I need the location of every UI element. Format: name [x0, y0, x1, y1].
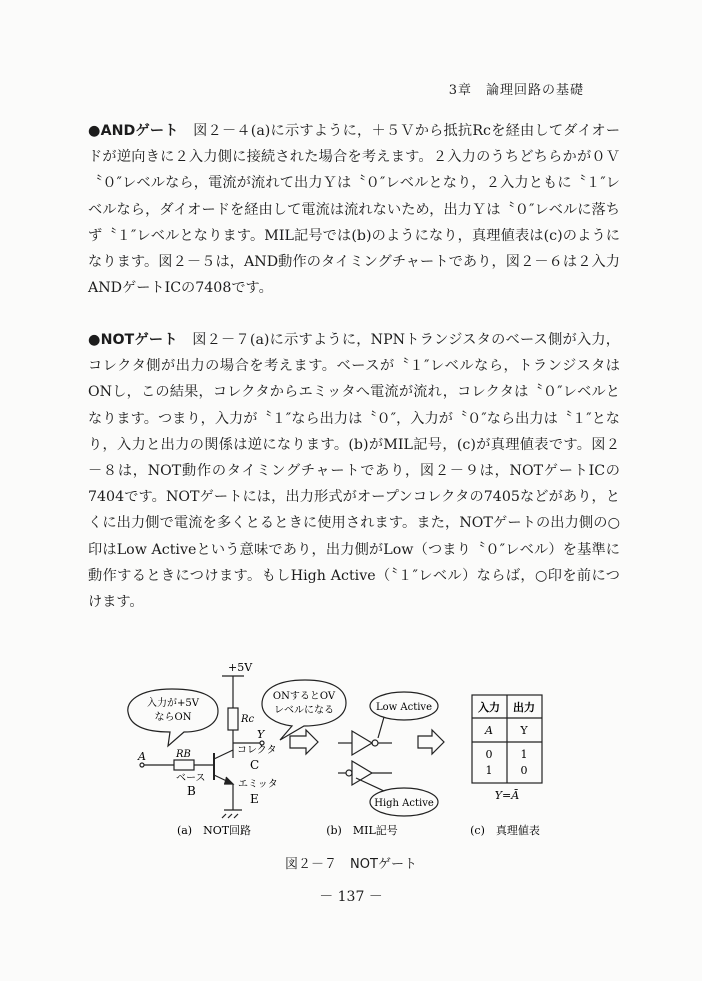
high-active-label: High Active	[374, 798, 434, 809]
subcaption-b: (b) MIL記号	[326, 824, 398, 837]
paragraph-and-gate	[88, 118, 620, 301]
subcaption-a: (a) NOT回路	[176, 824, 252, 837]
bubble-right-line2: レベルになる	[274, 705, 334, 716]
table-header-input: 入力	[478, 701, 500, 714]
base-letter: B	[187, 784, 196, 798]
table-cell-r2c2: 0	[520, 764, 528, 777]
running-header: 3章 論理回路の基礎	[448, 83, 584, 98]
arrow-right-icon	[290, 730, 318, 754]
heading-not-gate: ●NOTゲート	[88, 332, 178, 348]
rb-label: RB	[176, 749, 191, 760]
heading-and-gate: ●ANDゲート	[88, 123, 179, 139]
bubble-right-line1: ONするとOV	[272, 691, 336, 702]
subcaption-c: (c) 真理値表	[470, 824, 540, 837]
table-subheader-a: A	[485, 724, 493, 737]
bubble-left-line1: 入力が+5V	[147, 698, 199, 709]
table-subheader-y: Y	[520, 724, 528, 737]
and-gate-text: 図２－４(a)に示すように，＋５Ｖから抵抗Rcを経由してダイオードが逆向きに２入力側に接続された場合を考えます。２入力のうちどちらかが０Ｖ〝０″レベルなら，電流が流れて出力Ｙは〝０″レベルとなり，２入力ともに〝１″レベルなら，ダイオードを経由して電流は流れないため，出力Ｙは〝０″レベルに落ちず〝１″レベルとなります。MIL記号では(b)のようになり，真理値表は(c)のようになります。図２－５は，AND動作のタイミングチャートであり，図２－６は２入力ANDゲートICの7408です。	[88, 123, 621, 297]
collector-label: コレクタ	[237, 745, 277, 756]
low-active-label: Low Active	[375, 702, 433, 713]
input-a-label: A	[138, 750, 146, 763]
base-resistor	[174, 760, 194, 770]
paragraph-not-gate	[88, 327, 620, 615]
truth-table-equation: Y=Ā	[494, 789, 520, 802]
vcc-label: +5V	[228, 661, 253, 674]
not-gate-text: 図２－７(a)に示すように，NPNトランジスタのベース側が入力，コレクタ側が出力の場合を考えます。ベースが〝１″レベルなら，トランジスタはONし，この結果，コレクタからエミッタへ電流が流れ，コレクタは〝０″レベルとなります。つまり，入力が〝１″なら出力は〝０″，入力が〝０″なら出力は〝１″となり，入力と出力の関係は逆になります。(b)がMIL記号，(c)が真理値表です。図２－８は，NOT動作のタイミングチャートであり，図２－９は，NOTゲートICの7404です。NOTゲートには，出力形式がオープンコレクタの7405などがあり，とくに出力側で電流を多くとるときに使用されます。また，NOTゲートの出力側の○印はLow Activeという意味であり，出力側がLow（つまり〝０″レベル）を基準に動作するときにつけます。もしHigh Active（〝１″レベル）ならば，○印を前につけます。	[88, 332, 620, 611]
figure-caption: 図２－７ NOTゲート	[285, 857, 417, 872]
collector-letter: C	[250, 758, 260, 772]
emitter-label: エミッタ	[238, 779, 278, 790]
output-y-label: Y	[257, 728, 265, 741]
table-header-output: 出力	[513, 701, 535, 714]
page-number: － 137 －	[319, 889, 383, 905]
bubble-left-line2: ならON	[154, 712, 192, 723]
collector-resistor	[228, 708, 238, 730]
arrow-right-icon-2	[418, 730, 444, 754]
base-label: ベース	[176, 773, 206, 784]
table-cell-r2c1: 1	[485, 764, 493, 777]
table-cell-r1c1: 0	[485, 748, 493, 761]
emitter-letter: E	[250, 792, 259, 806]
rc-label: Rc	[241, 714, 255, 725]
table-cell-r1c2: 1	[520, 748, 528, 761]
not-gate-symbol-low	[352, 731, 372, 755]
